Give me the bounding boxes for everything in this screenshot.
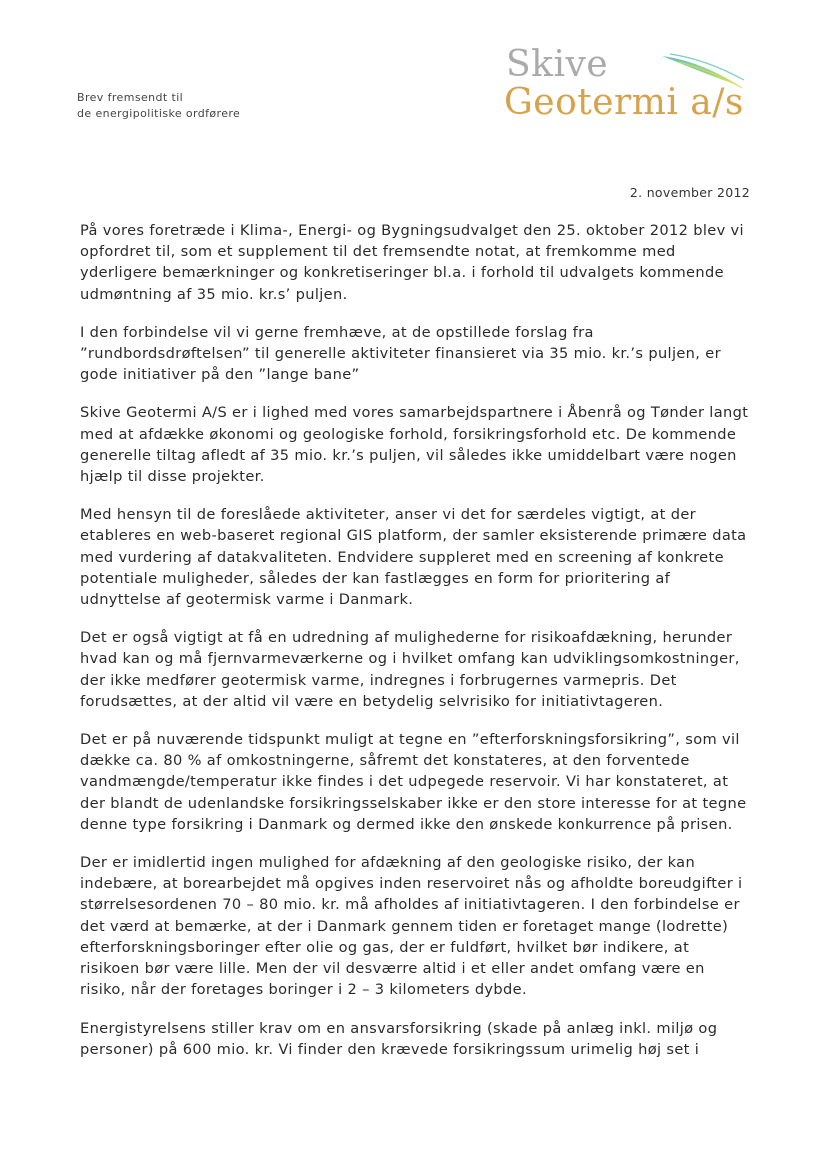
letter-date: 2. november 2012 [629,185,750,200]
paragraph: Det er på nuværende tidspunkt muligt at tegne en ”efterforskningsforsikring”, som vil dække ca. 80 % af omkostningerne, såfremt det konstateres, at den forventede vandmængde/temperatur ikke findes i det udpegede reservoir. Vi har konstateret, at der blandt de udenlandske forsikringsselskaber ikke er den store interesse for at tegne denne type forsikring i Danmark og dermed ikke den ønskede konkurrence på prisen. [80,731,747,833]
recipient-block [77,90,240,122]
paragraph: Energistyrelsens stiller krav om en ansvarsforsikring (skade på anlæg inkl. miljø og personer) på 600 mio. kr. Vi finder den krævede forsikringssum urimelig høj set i [80,1019,718,1058]
paragraph: Det er også vigtigt at få en udredning af mulighederne for risikoafdækning, herunder hvad kan og må fjernvarmeværkerne og i hvilket omfang kan udviklingsomkostninger, der ikke medfører geotermisk varme, indregnes i forbrugernes varmepris. Det forudsættes, at der altid vil være en betydelig selvrisiko for initiativtageren. [80,629,740,710]
paragraph: I den forbindelse vil vi gerne fremhæve, at de opstillede forslag fra ”rundbordsdrøftelsen” til generelle aktiviteter finansieret via 35 mio. kr.’s puljen, er gode initiativer på den ”lange bane” [80,323,721,384]
paragraph: Der er imidlertid ingen mulighed for afdækning af den geologiske risiko, der kan indebære, at borearbejdet må opgives inden reservoiret nås og afholdte boreudgifter i størrelsesordenen 70 – 80 mio. kr. må afholdes af initiativtageren. I den forbindelse er det værd at bemærke, at der i Danmark gennem tiden er foretaget mange (lodrette) efterforskningsboringer efter olie og gas, der er fuldført, hvilket bør indikere, at risikoen bør være lille. Men der vil desværre altid i et eller andet omfang være en risiko, når der foretages boringer i 2 – 3 kilometers dybde. [80,854,743,999]
paragraph: På vores foretræde i Klima-, Energi- og Bygningsudvalget den 25. oktober 2012 blev vi opfordret til, som et supplement til det fremsendte notat, at fremkomme med yderligere bemærkninger og konkretiseringer bl.a. i forhold til udvalgets kommende udmøntning af 35 mio. kr.s’ puljen. [80,222,744,303]
company-logo [502,44,752,134]
letter-body [80,220,752,1077]
paragraph: Med hensyn til de foreslåede aktiviteter, anser vi det for særdeles vigtigt, at der etableres en web-baseret regional GIS platform, der samler eksisterende primære data med vurdering af datakvaliteten. Endvidere suppleret med en screening af konkrete potentiale muligheder, således der kan fastlægges en form for prioritering af udnyttelse af geotermisk varme i Danmark. [80,506,747,609]
logo-line-2: Geotermi a/s [504,82,744,123]
recipient-line-2: de energipolitiske ordførere [77,107,241,120]
recipient-line-1: Brev fremsendt til [77,91,184,104]
paragraph: Skive Geotermi A/S er i lighed med vores samarbejdspartnere i Åbenrå og Tønder langt med at afdække økonomi og geologiske forhold, forsikringsforhold etc. De kommende generelle tiltag afledt af 35 mio. kr.’s puljen, vil således ikke umiddelbart være nogen hjælp til disse projekter. [80,404,749,486]
logo-line-1: Skive [506,44,609,85]
